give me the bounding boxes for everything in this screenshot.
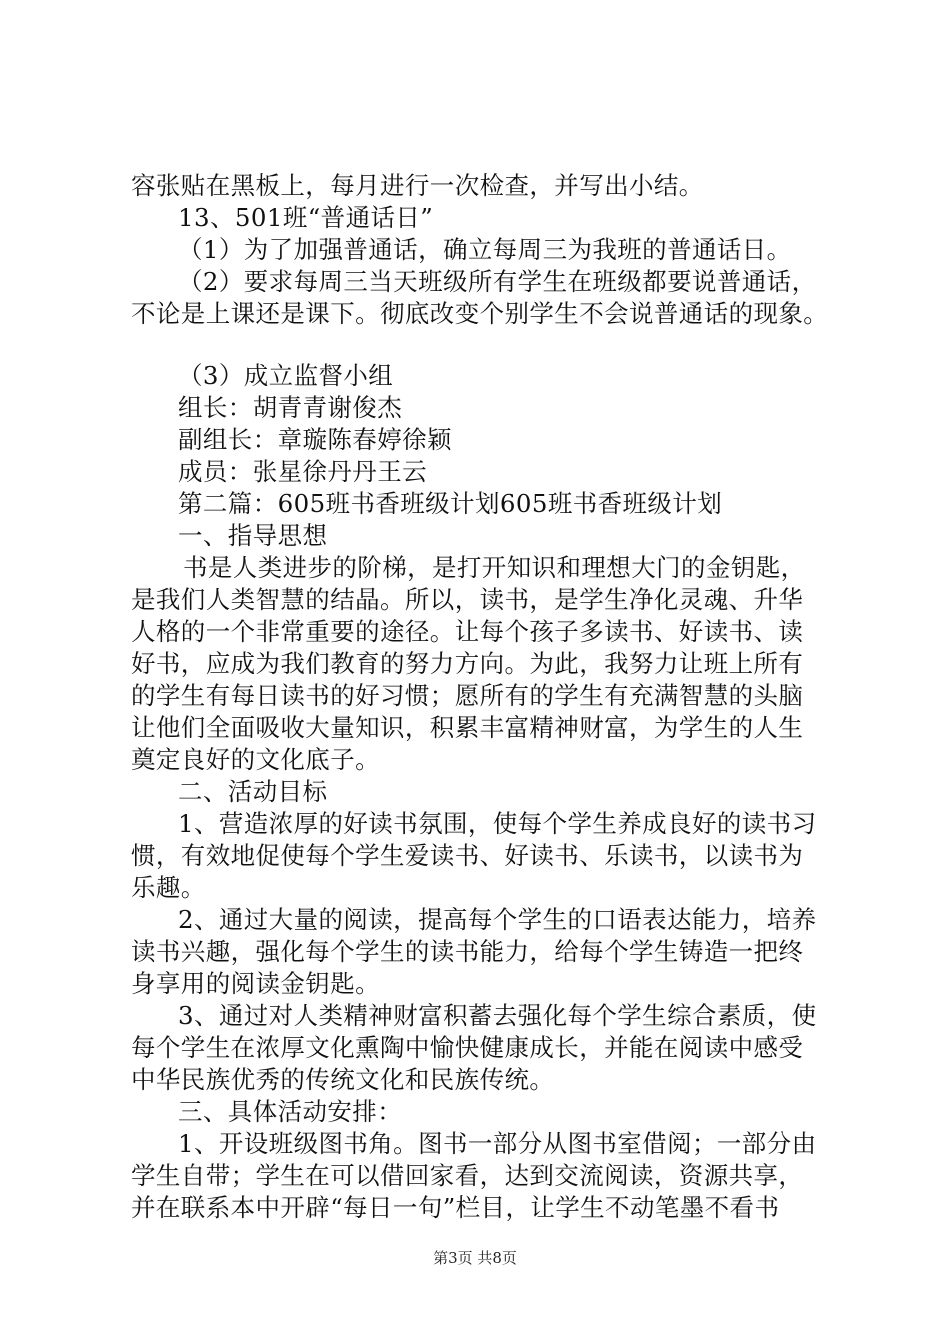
section-heading: 二、活动目标: [178, 777, 328, 806]
section-heading: 第二篇：605班书香班级计划605班书香班级计划: [178, 489, 723, 518]
text-line: （3）成立监督小组: [178, 361, 394, 390]
text-line: 的学生有每日读书的好习惯；愿所有的学生有充满智慧的头脑: [131, 681, 804, 710]
text-line: （1）为了加强普通话，确立每周三为我班的普通话日。: [178, 235, 792, 264]
text-line: （2）要求每周三当天班级所有学生在班级都要说普通话，: [178, 267, 817, 296]
section-heading: 一、指导思想: [178, 521, 328, 550]
text-line: 惯，有效地促使每个学生爱读书、好读书、乐读书，以读书为: [131, 841, 804, 870]
text-line: 成员：张星徐丹丹王云: [178, 457, 427, 486]
text-line: 身享用的阅读金钥匙。: [131, 969, 380, 998]
text-line: 容张贴在黑板上，每月进行一次检查，并写出小结。: [131, 171, 704, 200]
text-line: 每个学生在浓厚文化熏陶中愉快健康成长，并能在阅读中感受: [131, 1033, 804, 1062]
text-line: 中华民族优秀的传统文化和民族传统。: [131, 1065, 555, 1094]
text-line: 是我们人类智慧的结晶。所以，读书，是学生净化灵魂、升华: [131, 585, 804, 614]
section-heading: 13、501班“普通话日”: [178, 203, 434, 232]
page-number-footer: 第3页 共8页: [433, 1249, 517, 1267]
text-line: 读书兴趣，强化每个学生的读书能力，给每个学生铸造一把终: [131, 937, 804, 966]
text-line: 副组长：章璇陈春婷徐颖: [178, 425, 452, 454]
blank-gap: [131, 330, 831, 360]
body-text: [131, 170, 831, 1224]
text-line: 3、通过对人类精神财富积蓄去强化每个学生综合素质，使: [178, 1001, 817, 1030]
text-line: 不论是上课还是课下。彻底改变个别学生不会说普通话的现象。: [131, 299, 829, 328]
text-line: 1、营造浓厚的好读书氛围，使每个学生养成良好的读书习: [178, 809, 817, 838]
text-line: 并在联系本中开辟“每日一句”栏目，让学生不动笔墨不看书: [131, 1193, 780, 1222]
text-line: 书是人类进步的阶梯，是打开知识和理想大门的金钥匙，: [183, 553, 806, 582]
text-line: 好书，应成为我们教育的努力方向。为此，我努力让班上所有: [131, 649, 804, 678]
text-line: 人格的一个非常重要的途径。让每个孩子多读书、好读书、读: [131, 617, 804, 646]
text-line: 组长：胡青青谢俊杰: [178, 393, 403, 422]
section-heading: 三、具体活动安排：: [178, 1097, 403, 1126]
text-line: 学生自带；学生在可以借回家看，达到交流阅读，资源共享，: [131, 1161, 804, 1190]
text-line: 让他们全面吸收大量知识，积累丰富精神财富，为学生的人生: [131, 713, 804, 742]
text-line: 乐趣。: [131, 873, 206, 902]
text-line: 2、通过大量的阅读，提高每个学生的口语表达能力，培养: [178, 905, 817, 934]
text-line: 1、开设班级图书角。图书一部分从图书室借阅；一部分由: [178, 1129, 817, 1158]
text-line: 奠定良好的文化底子。: [131, 745, 380, 774]
